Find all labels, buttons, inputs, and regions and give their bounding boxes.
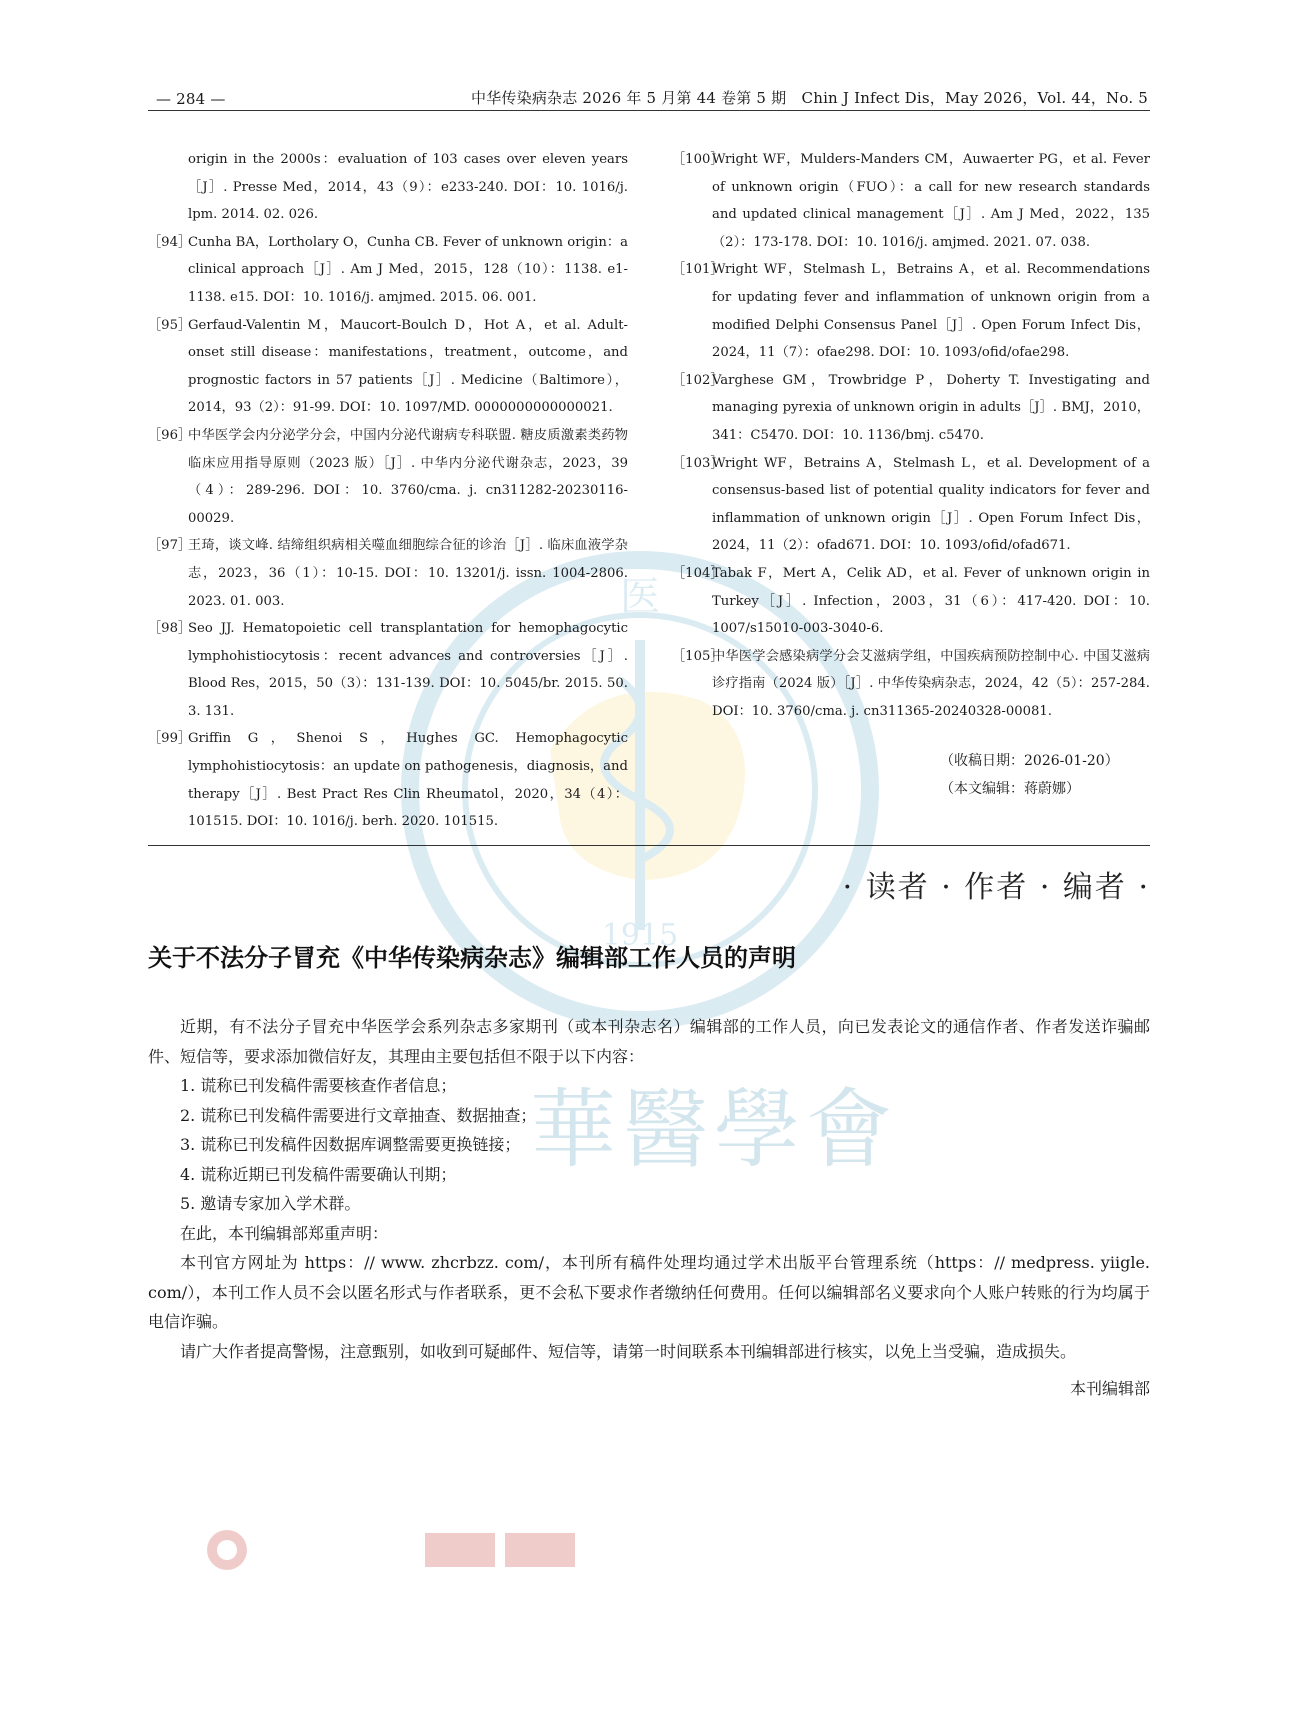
reference-item: ［101］ Wright WF，Stelmash L，Betrains A，et al. Recommendations for updating fever and inflammation of unknown origin from a modified Delphi Consensus Panel［J］. Open Forum Infect Dis，2024，11（7）：ofae298. DOI：10. 1093/ofid/ofae298.	[672, 262, 1150, 361]
received-date: （收稿日期：2026-01-20）	[940, 753, 1119, 769]
notice-list-item: 1. 谎称已刊发稿件需要核查作者信息；	[180, 1076, 457, 1095]
reference-item: ［105］ 中华医学会感染病学分会艾滋病学组，中国疾病预防控制中心. 中国艾滋病诊疗指南（2024 版）［J］. 中华传染病杂志，2024，42（5）：257-284. DOI：10. 3760/cma. j. cn311365-20240328-00081.	[672, 648, 1150, 719]
notice-signature: 本刊编辑部	[1069, 1379, 1150, 1398]
notice-title: 关于不法分子冒充《中华传染病杂志》编辑部工作人员的声明	[148, 944, 796, 972]
page-number: — 284 —	[156, 90, 226, 108]
journal-citation: 中华传染病杂志 2026 年 5 月第 44 卷第 5 期 Chin J Infect Dis，May 2026，Vol. 44，No. 5	[471, 89, 1148, 107]
references-left-column	[148, 146, 628, 836]
notice-list-item: 3. 谎称已刊发稿件因数据库调整需要更换链接；	[180, 1135, 521, 1154]
svg-text:1915: 1915	[601, 918, 679, 953]
reference-item: ［102］ Varghese GM，Trowbridge P，Doherty T. Investigating and managing pyrexia of unknown origin in adults［J］. BMJ，2010，341：C5470. DOI：10. 1136/bmj. c5470.	[672, 372, 1150, 443]
reference-item: origin in the 2000s：evaluation of 103 cases over eleven years［J］. Presse Med，2014，43（9）：e233-240. DOI：10. 1016/j. lpm. 2014. 02. 026.	[188, 152, 628, 223]
reference-item: ［97］ 王琦，谈文峰. 结缔组织病相关噬血细胞综合征的诊治［J］. 临床血液学杂志，2023，36（1）：10-15. DOI：10. 13201/j. issn. 1004-2806. 2023. 01. 003.	[148, 538, 628, 609]
reference-item: ［103］ Wright WF，Betrains A，Stelmash L，et al. Development of a consensus-based list of potential quality indicators for fever and inflammation of unknown origin［J］. Open Forum Infect Dis，2024，11（2）：ofad671. DOI：10. 1093/ofid/ofad671.	[672, 455, 1150, 554]
column-heading: · 读者 · 作者 · 编者 ·	[842, 870, 1150, 905]
publisher-logo	[205, 1525, 605, 1575]
reference-item: ［96］ 中华医学会内分泌学分会，中国内分泌代谢病专科联盟. 糖皮质激素类药物临床应用指导原则（2023 版）［J］. 中华内分泌代谢杂志，2023，39（4）：289-296. DOI：10. 3760/cma. j. cn311282-20230116-00029.	[148, 427, 628, 526]
reference-item: ［95］ Gerfaud-Valentin M，Maucort-Boulch D，Hot A，et al. Adult-onset still disease：manifestations，treatment，outcome，and prognostic factors in 57 patients［J］. Medicine（Baltimore），2014，93（2）：91-99. DOI：10. 1097/MD. 0000000000000021.	[148, 317, 628, 416]
notice-list-item: 4. 谎称近期已刊发稿件需要确认刊期；	[180, 1164, 457, 1184]
notice-list-item: 2. 谎称已刊发稿件需要进行文章抽查、数据抽查；	[180, 1105, 537, 1125]
notice-intro: 近期，有不法分子冒充中华医学会系列杂志多家期刊（或本刊杂志名）编辑部的工作人员，向已发表论文的通信作者、作者发送诈骗邮件、短信等，要求添加微信好友，其理由主要包括但不限于以下内容：	[148, 1017, 1150, 1066]
reference-item: ［99］ Griffin G，Shenoi S，Hughes GC. Hemophagocytic lymphohistiocytosis：an update on pathogenesis，diagnosis，and therapy［J］. Best Pract Res Clin Rheumatol，2020，34（4）：101515. DOI：10. 1016/j. berh. 2020. 101515.	[148, 731, 628, 830]
article-editor: （本文编辑：蒋蔚娜）	[940, 781, 1080, 797]
notice-body	[148, 1012, 1150, 1404]
reference-item: ［104］ Tabak F，Mert A，Celik AD，et al. Fever of unknown origin in Turkey［J］. Infection，2003，31（6）：417-420. DOI：10. 1007/s15010-003-3040-6.	[672, 565, 1150, 637]
notice-declaration: 在此，本刊编辑部郑重声明：	[180, 1223, 389, 1243]
reference-item: ［98］ Seo JJ. Hematopoietic cell transplantation for hemophagocytic lymphohistiocytosis：recent advances and controversies［J］. Blood Res，2015，50（3）：131-139. DOI：10. 5045/br. 2015. 50. 3. 131.	[148, 621, 628, 719]
reference-item: ［100］ Wright WF，Mulders-Manders CM，Auwaerter PG，et al. Fever of unknown origin（FUO）：a call for new research standards and updated clinical management［J］. Am J Med，2022，135（2）：173-178. DOI：10. 1016/j. amjmed. 2021. 07. 038.	[672, 152, 1150, 250]
reference-item: ［94］ Cunha BA，Lortholary O，Cunha CB. Fever of unknown origin：a clinical approach［J］. Am J Med，2015，128（10）：1138. e1-1138. e15. DOI：10. 1016/j. amjmed. 2015. 06. 001.	[148, 234, 628, 305]
svg-text:医: 医	[620, 574, 660, 620]
section-divider	[148, 845, 1150, 846]
received-info	[940, 747, 1119, 803]
running-header	[148, 84, 1150, 111]
references-right-column	[672, 146, 1150, 725]
calligraphy-watermark: 華醫學會	[530, 1080, 898, 1180]
notice-warning: 请广大作者提高警惕，注意甄别，如收到可疑邮件、短信等，请第一时间联系本刊编辑部进行核实，以免上当受骗，造成损失。	[180, 1341, 1077, 1361]
notice-list-item: 5. 邀请专家加入学术群。	[180, 1194, 361, 1213]
notice-official-site: 本刊官方网址为 https：// www. zhcrbzz. com/，本刊所有稿件处理均通过学术出版平台管理系统（https：// medpress. yiigle. com/），本刊工作人员不会以匿名形式与作者联系，更不会私下要求作者缴纳任何费用。任何以编辑部名义要求向个人账户转账的行为均属于电信诈骗。	[148, 1253, 1150, 1331]
